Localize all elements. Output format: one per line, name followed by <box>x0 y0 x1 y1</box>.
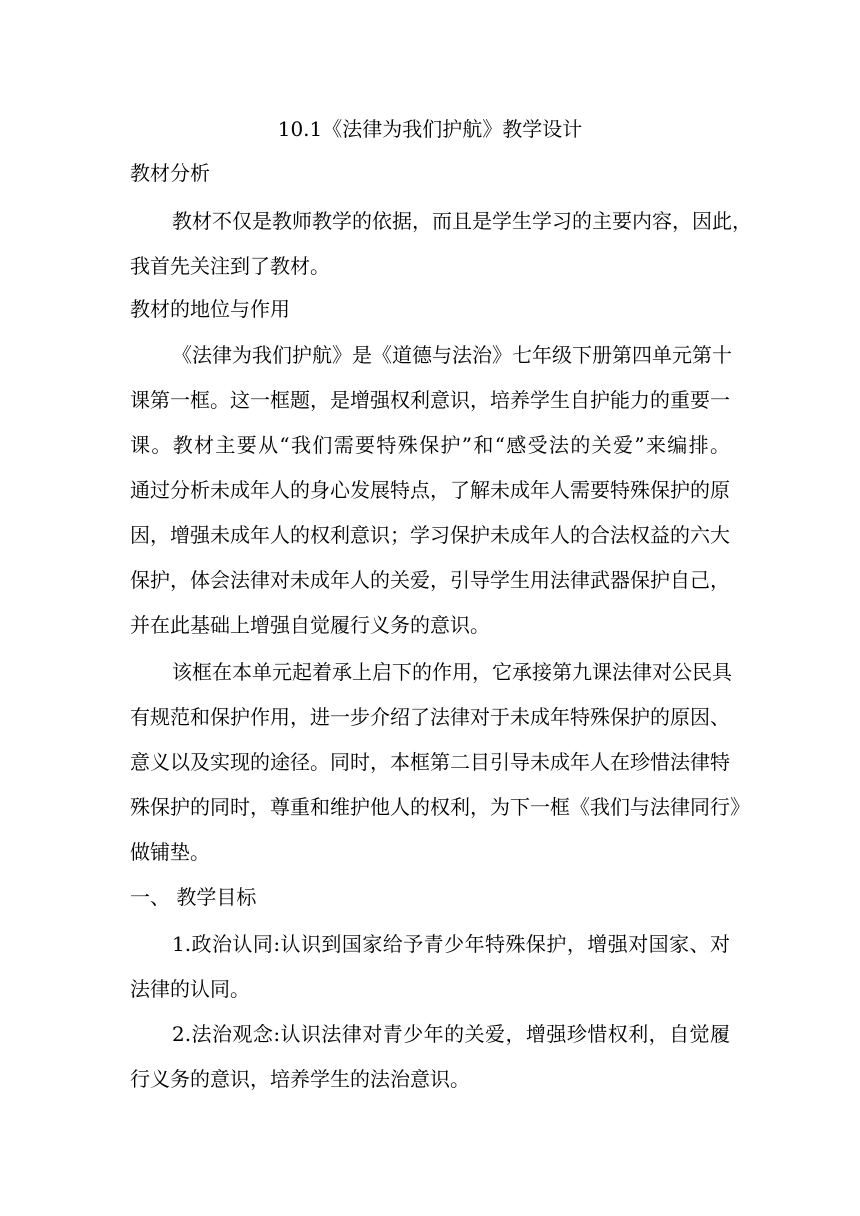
goal-line: 2.法治观念:认识法律对青少年的关爱，增强珍惜权利，自觉履 <box>172 1022 730 1046</box>
goal-line: 行义务的意识，培养学生的法治意识。 <box>130 1067 470 1091</box>
paragraph-line: 有规范和保护作用，进一步介绍了法律对于未成年特殊保护的原因、 <box>130 705 730 729</box>
paragraph-line: 保护，体会法律对未成年人的关爱，引导学生用法律武器保护自己， <box>130 568 730 592</box>
paragraph-line: 因，增强未成年人的权利意识；学习保护未成年人的合法权益的六大 <box>130 523 730 547</box>
paragraph-line: 教材不仅是教师教学的依据，而且是学生学习的主要内容，因此， <box>172 209 752 233</box>
goal-line: 法律的认同。 <box>130 977 250 1001</box>
paragraph-line: 并在此基础上增强自觉履行义务的意识。 <box>130 613 490 637</box>
paragraph-line: 殊保护的同时，尊重和维护他人的权利，为下一框《我们与法律同行》 <box>130 795 750 819</box>
paragraph-line: 该框在本单元起着承上启下的作用，它承接第九课法律对公民具 <box>172 660 732 684</box>
document-title: 10.1《法律为我们护航》教学设计 <box>277 117 583 141</box>
section-heading-textbook-analysis: 教材分析 <box>130 161 210 185</box>
paragraph-line: 《法律为我们护航》是《道德与法治》七年级下册第四单元第十 <box>172 343 732 367</box>
paragraph-line: 课。教材主要从“我们需要特殊保护”和“感受法的关爱”来编排。 <box>130 433 730 457</box>
section-heading-teaching-goals: 一、 教学目标 <box>130 885 257 909</box>
paragraph-line: 我首先关注到了教材。 <box>130 254 330 278</box>
paragraph-line: 做铺垫。 <box>130 840 210 864</box>
section-heading-textbook-role: 教材的地位与作用 <box>130 297 290 321</box>
goal-line: 1.政治认同:认识到国家给予青少年特殊保护，增强对国家、对 <box>172 932 730 956</box>
paragraph-line: 意义以及实现的途径。同时，本框第二目引导未成年人在珍惜法律特 <box>130 750 730 774</box>
paragraph-line: 课第一框。这一框题，是增强权利意识，培养学生自护能力的重要一 <box>130 388 730 412</box>
paragraph-line: 通过分析未成年人的身心发展特点，了解未成年人需要特殊保护的原 <box>130 478 730 502</box>
